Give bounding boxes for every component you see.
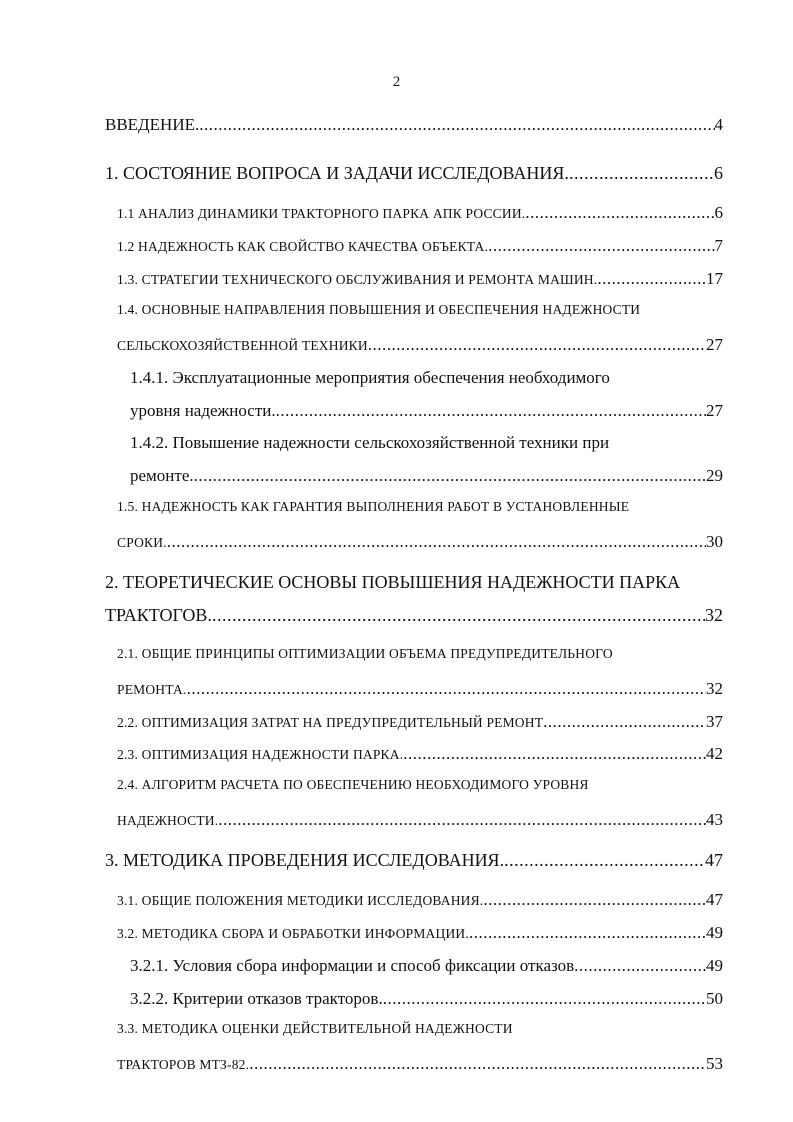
toc-entry-title: 3. МЕТОДИКА ПРОВЕДЕНИЯ ИССЛЕДОВАНИЯ. bbox=[105, 850, 505, 870]
dot-leader bbox=[543, 712, 706, 732]
toc-entry-page: 6 bbox=[714, 203, 723, 222]
toc-entry-title: ТРАКТОГОВ. bbox=[105, 605, 212, 625]
dot-leader bbox=[276, 401, 706, 421]
toc-entry-title: уровня надежности. bbox=[130, 401, 276, 420]
dot-leader bbox=[199, 115, 714, 135]
toc-section-2-4-cont[interactable] bbox=[117, 810, 723, 836]
toc-entry-page: 37 bbox=[706, 712, 723, 731]
toc-entry-page: 27 bbox=[706, 401, 723, 420]
toc-entry-title: ремонте. bbox=[130, 466, 194, 485]
toc-entry-page: 17 bbox=[706, 269, 723, 288]
toc-chapter-1[interactable] bbox=[105, 163, 723, 189]
toc-entry-title: 1.4.1. Эксплуатационные мероприятия обеспечения необходимого bbox=[130, 368, 610, 387]
toc-section-2-4[interactable] bbox=[117, 777, 589, 803]
toc-entry-title: 1.5. НАДЕЖНОСТЬ КАК ГАРАНТИЯ ВЫПОЛНЕНИЯ РАБОТ В УСТАНОВЛЕННЫЕ bbox=[117, 499, 630, 514]
toc-chapter-2[interactable] bbox=[105, 572, 680, 598]
dot-leader bbox=[488, 236, 714, 256]
toc-entry-title: 3.2.1. Условия сбора информации и способ фиксации отказов bbox=[130, 956, 575, 975]
toc-entry-title: 2. ТЕОРЕТИЧЕСКИЕ ОСНОВЫ ПОВЫШЕНИЯ НАДЕЖНОСТИ ПАРКА bbox=[105, 572, 681, 592]
toc-section-2-1-cont[interactable] bbox=[117, 679, 723, 705]
toc-entry-page: 49 bbox=[706, 923, 723, 942]
toc-entry-title: 3.3. МЕТОДИКА ОЦЕНКИ ДЕЙСТВИТЕЛЬНОЙ НАДЕЖНОСТИ bbox=[117, 1021, 513, 1036]
toc-subsection-1-4-2-cont[interactable] bbox=[130, 466, 723, 492]
toc-section-1-4-cont[interactable] bbox=[117, 335, 723, 361]
toc-entry-title: 1.4. ОСНОВНЫЕ НАПРАВЛЕНИЯ ПОВЫШЕНИЯ И ОБЕСПЕЧЕНИЯ НАДЕЖНОСТИ bbox=[117, 302, 641, 317]
toc-entry-page: 43 bbox=[706, 810, 723, 829]
toc-section-3-2[interactable] bbox=[117, 923, 723, 949]
dot-leader bbox=[218, 810, 706, 830]
toc-entry-page: 4 bbox=[714, 115, 723, 134]
dot-leader bbox=[383, 989, 706, 1009]
dot-leader bbox=[249, 1054, 706, 1074]
toc-subsection-3-2-1[interactable] bbox=[130, 956, 723, 982]
toc-entry-title: 1.4.2. Повышение надежности сельскохозяйственной техники при bbox=[130, 433, 610, 452]
toc-entry-title: 1.2 НАДЕЖНОСТЬ КАК СВОЙСТВО КАЧЕСТВА ОБЪЕКТА. bbox=[117, 239, 489, 254]
toc-entry-page: 7 bbox=[714, 236, 723, 255]
toc-entry-title: 2.4. АЛГОРИТМ РАСЧЕТА ПО ОБЕСПЕЧЕНИЮ НЕОБХОДИМОГО УРОВНЯ bbox=[117, 777, 589, 792]
toc-entry-title: СЕЛЬСКОХОЗЯЙСТВЕННОЙ ТЕХНИКИ bbox=[117, 338, 368, 353]
toc-section-1-1[interactable] bbox=[117, 203, 723, 229]
toc-entry-title: 2.1. ОБЩИЕ ПРИНЦИПЫ ОПТИМИЗАЦИИ ОБЪЕМА ПРЕДУПРЕДИТЕЛЬНОГО bbox=[117, 646, 613, 661]
toc-entry-title: 2.3. ОПТИМИЗАЦИЯ НАДЕЖНОСТИ ПАРКА. bbox=[117, 747, 404, 762]
toc-section-1-3[interactable] bbox=[117, 269, 723, 295]
dot-leader bbox=[403, 744, 706, 764]
dot-leader bbox=[469, 923, 706, 943]
toc-entry-page: 30 bbox=[706, 532, 723, 551]
toc-section-3-3-cont[interactable] bbox=[117, 1054, 723, 1080]
dot-leader bbox=[194, 466, 706, 486]
toc-entry-page: 47 bbox=[705, 850, 723, 870]
toc-entry-page: 27 bbox=[706, 335, 723, 354]
toc-section-1-5-cont[interactable] bbox=[117, 532, 723, 558]
toc-subsection-3-2-2[interactable] bbox=[130, 989, 723, 1015]
toc-section-2-3[interactable] bbox=[117, 744, 723, 770]
page-number: 2 bbox=[392, 74, 401, 90]
toc-entry-title: 3.2.2. Критерии отказов тракторов. bbox=[130, 989, 383, 1008]
toc-entry-page: 47 bbox=[706, 890, 723, 909]
toc-entry-page: 50 bbox=[706, 989, 723, 1008]
toc-entry-page: 42 bbox=[706, 744, 723, 763]
dot-leader bbox=[187, 679, 706, 699]
toc-section-3-1[interactable] bbox=[117, 890, 723, 916]
toc-entry-title: 3.2. МЕТОДИКА СБОРА И ОБРАБОТКИ ИНФОРМАЦИИ. bbox=[117, 926, 469, 941]
toc-section-1-5[interactable] bbox=[117, 499, 629, 525]
dot-leader bbox=[212, 605, 705, 626]
dot-leader bbox=[574, 956, 706, 976]
dot-leader bbox=[368, 335, 706, 355]
dot-leader bbox=[569, 163, 714, 184]
toc-entry-title: ТРАКТОРОВ МТЗ-82. bbox=[117, 1057, 250, 1072]
toc-entry-title: НАДЕЖНОСТИ. bbox=[117, 813, 219, 828]
dot-leader bbox=[483, 890, 706, 910]
toc-entry-title: СРОКИ. bbox=[117, 535, 167, 550]
toc-section-3-3[interactable] bbox=[117, 1021, 513, 1047]
toc-entry-title: РЕМОНТА. bbox=[117, 682, 187, 697]
toc-entry-page: 53 bbox=[706, 1054, 723, 1073]
toc-entry-title: ВВЕДЕНИЕ. bbox=[105, 115, 200, 134]
toc-entry-page: 49 bbox=[706, 956, 723, 975]
toc-entry-title: 1. СОСТОЯНИЕ ВОПРОСА И ЗАДАЧИ ИССЛЕДОВАНИЯ. bbox=[105, 163, 569, 183]
toc-entry-page: 29 bbox=[706, 466, 723, 485]
dot-leader bbox=[525, 203, 714, 223]
toc-section-2-1[interactable] bbox=[117, 646, 613, 672]
toc-entry-page: 32 bbox=[705, 605, 723, 625]
toc-subsection-1-4-1[interactable] bbox=[130, 368, 610, 394]
dot-leader bbox=[167, 532, 706, 552]
toc-chapter-2-cont[interactable] bbox=[105, 605, 723, 631]
toc-subsection-1-4-1-cont[interactable] bbox=[130, 401, 723, 427]
toc-chapter-3[interactable] bbox=[105, 850, 723, 876]
toc-subsection-1-4-2[interactable] bbox=[130, 433, 609, 459]
toc-entry-title: 1.1 АНАЛИЗ ДИНАМИКИ ТРАКТОРНОГО ПАРКА АПК РОССИИ. bbox=[117, 206, 526, 221]
toc-entry-page: 6 bbox=[714, 163, 723, 183]
toc-section-1-4[interactable] bbox=[117, 302, 640, 328]
toc-entry-introduction[interactable] bbox=[105, 115, 723, 141]
toc-entry-title: 3.1. ОБЩИЕ ПОЛОЖЕНИЯ МЕТОДИКИ ИССЛЕДОВАНИЯ. bbox=[117, 893, 484, 908]
toc-entry-title: 1.3. СТРАТЕГИИ ТЕХНИЧЕСКОГО ОБСЛУЖИВАНИЯ И РЕМОНТА МАШИН. bbox=[117, 272, 598, 287]
toc-section-2-2[interactable] bbox=[117, 712, 723, 738]
toc-entry-page: 32 bbox=[706, 679, 723, 698]
toc-entry-title: 2.2. ОПТИМИЗАЦИЯ ЗАТРАТ НА ПРЕДУПРЕДИТЕЛЬНЫЙ РЕМОНТ bbox=[117, 715, 544, 730]
toc-section-1-2[interactable] bbox=[117, 236, 723, 262]
dot-leader bbox=[597, 269, 706, 289]
dot-leader bbox=[504, 850, 705, 871]
